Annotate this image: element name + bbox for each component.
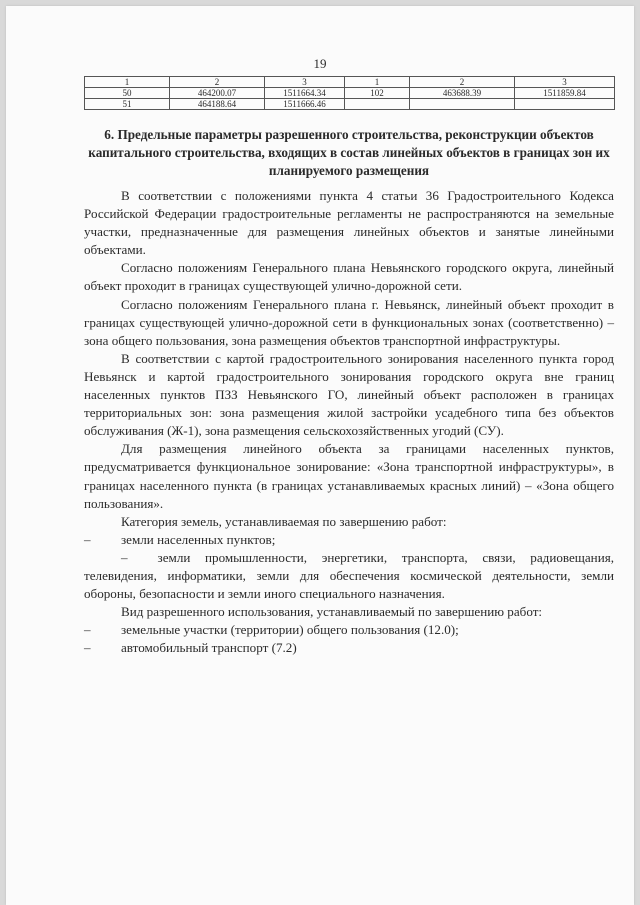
list-item: [84, 549, 614, 603]
table-cell: 2: [410, 77, 515, 88]
table-cell: 1: [85, 77, 170, 88]
list-item-text: земельные участки (территории) общего пользования (12.0);: [121, 622, 459, 638]
document-page: [6, 6, 634, 905]
table-cell: [515, 99, 615, 110]
table-cell: 464188.64: [170, 99, 265, 110]
table-row: [85, 99, 615, 110]
table-header-row: [85, 77, 615, 88]
table-cell: 2: [170, 77, 265, 88]
table-cell: 3: [265, 77, 345, 88]
list-dash: –: [121, 549, 128, 565]
table-cell: 51: [85, 99, 170, 110]
paragraph: Согласно положениям Генерального плана г. Невьянск, линейный объект проходит в границах существующей улично-дорожной сети в функциональных зонах (соответственно) – зона общего пользования, зона размещения объектов транспортной инфраструктуры.: [84, 296, 614, 348]
table-cell: [345, 99, 410, 110]
list-dash: –: [84, 622, 91, 638]
table-cell: 1511664.34: [265, 88, 345, 99]
list-dash: –: [84, 531, 91, 547]
paragraph: В соответствии с картой градостроительного зонирования населенного пункта город Невьянск и картой градостроительного зонирования городского округа вне границ населенных пунктов ПЗЗ Невьянского ГО, линейный объект расположен в границах территориальных зон: зона размещения жилой застройки усадебного типа без объектов обслуживания (Ж-1), зона размещения сельскохозяйственных угодий (СУ).: [84, 350, 614, 439]
list-item-text: автомобильный транспорт (7.2): [121, 640, 297, 656]
paragraph: Вид разрешенного использования, устанавливаемый по завершению работ:: [121, 604, 543, 620]
page-number: 19: [313, 56, 327, 71]
paragraph: Согласно положениям Генерального плана Невьянского городского округа, линейный объект проходит в границах существующей улично-дорожной сети.: [84, 260, 614, 294]
paragraph: Категория земель, устанавливаемая по завершению работ:: [121, 513, 447, 529]
paragraph: Для размещения линейного объекта за границами населенных пунктов, предусматривается функциональное зонирование: «Зона транспортной инфраструктуры», в границах населенного пункта (в границах устанавливаемых красных линий) – «Зона общего пользования».: [84, 441, 614, 511]
list-item: [84, 531, 614, 549]
table-cell: 50: [85, 88, 170, 99]
document-body: [84, 187, 614, 657]
table-cell: 463688.39: [410, 88, 515, 99]
list-item-text: земли населенных пунктов;: [121, 531, 276, 547]
table-row: [85, 88, 615, 99]
coordinates-table: [84, 76, 615, 110]
table-cell: 1: [345, 77, 410, 88]
section-heading: 6. Предельные параметры разрешенного строительства, реконструкции объектов капитального строительства, входящих в состав линейных объектов в границах зон их планируемого размещения: [88, 127, 610, 178]
list-dash: –: [84, 640, 91, 656]
table-cell: 3: [515, 77, 615, 88]
table-cell: 1511666.46: [265, 99, 345, 110]
table-cell: 464200.07: [170, 88, 265, 99]
list-item: [84, 621, 614, 639]
table-cell: [410, 99, 515, 110]
paragraph: В соответствии с положениями пункта 4 статьи 36 Градостроительного Кодекса Российской Федерации градостроительные регламенты не распространяются на земельные участки, предназначенные для размещения линейных объектов и занятые линейными объектами.: [84, 188, 614, 258]
table-cell: 102: [345, 88, 410, 99]
list-item-text: земли промышленности, энергетики, транспорта, связи, радиовещания, телевидения, информатики, земли для обеспечения космической деятельности, земли обороны, безопасности и земли иного специального назначения.: [84, 549, 614, 602]
list-item: [84, 639, 614, 657]
table-cell: 1511859.84: [515, 88, 615, 99]
